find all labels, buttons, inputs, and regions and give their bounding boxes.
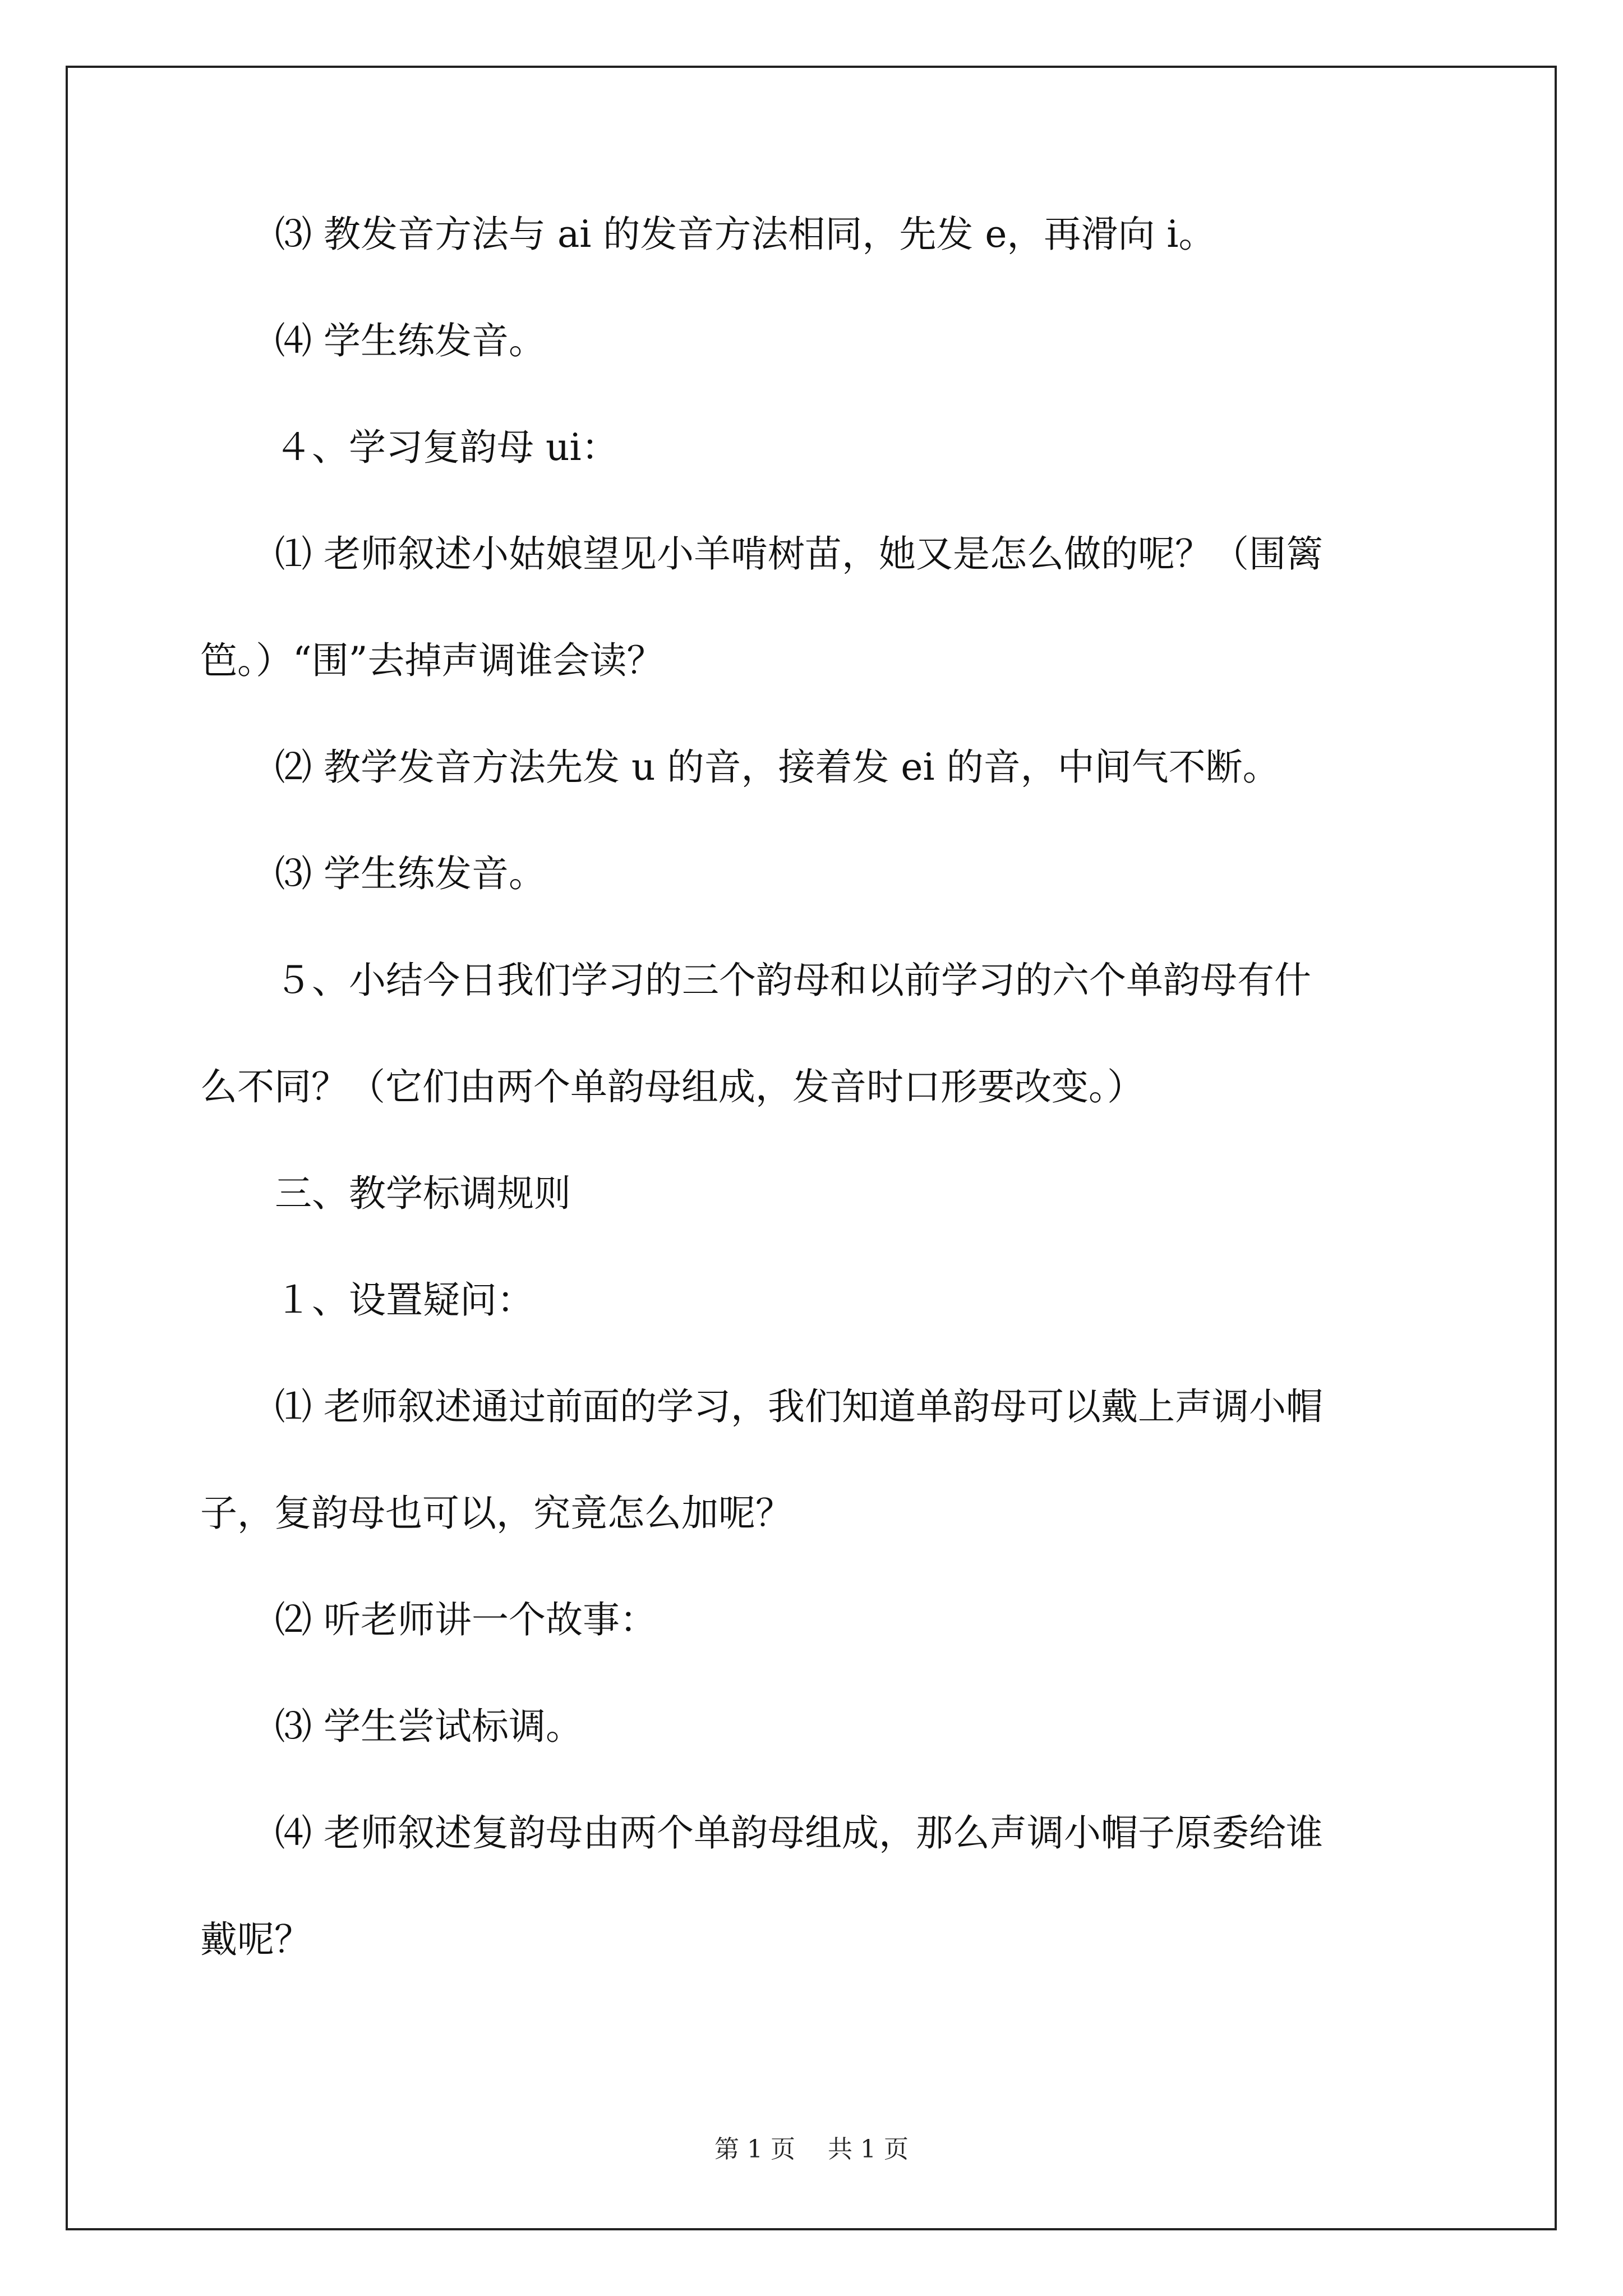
paragraph-line: 笆。）“围”去掉声调谁会读？ <box>200 639 664 682</box>
paragraph-line: ⑴ 老师叙述小姑娘望见小羊啃树苗，她又是怎么做的呢？（围篱 <box>275 532 1323 576</box>
paragraph-line: ⑵ 教学发音方法先发 u 的音，接着发 ei 的音，中间气不断。 <box>275 746 1280 789</box>
paragraph-line: 么不同？（它们由两个单韵母组成，发音时口形要改变。） <box>200 1065 1144 1108</box>
section-heading: １、设置疑问： <box>275 1278 534 1322</box>
section-heading: 三、教学标调规则 <box>275 1172 571 1215</box>
paragraph-line: ⑵ 听老师讲一个故事： <box>275 1598 657 1641</box>
paragraph-line: ⑶ 学生尝试标调。 <box>275 1705 583 1748</box>
paragraph-line: ⑷ 学生练发音。 <box>275 319 546 362</box>
paragraph-line: ⑶ 学生练发音。 <box>275 852 546 895</box>
paragraph-line: 戴呢？ <box>200 1918 311 1961</box>
paragraph-line: ⑶ 教发音方法与 ai 的发音方法相同，先发 e，再滑向 i。 <box>275 213 1216 256</box>
page-footer: 第 1 页 共 1 页 <box>714 2135 909 2164</box>
paragraph-line: 子，复韵母也可以，究竟怎么加呢？ <box>200 1492 792 1535</box>
paragraph-line: ⑷ 老师叙述复韵母由两个单韵母组成，那么声调小帽子原委给谁 <box>275 1811 1323 1855</box>
page-border <box>66 66 1557 2230</box>
paragraph-line: ５、小结今日我们学习的三个韵母和以前学习的六个单韵母有什 <box>275 959 1311 1002</box>
section-heading: ４、学习复韵母 ui： <box>275 426 619 469</box>
paragraph-line: ⑴ 老师叙述通过前面的学习，我们知道单韵母可以戴上声调小帽 <box>275 1385 1323 1428</box>
